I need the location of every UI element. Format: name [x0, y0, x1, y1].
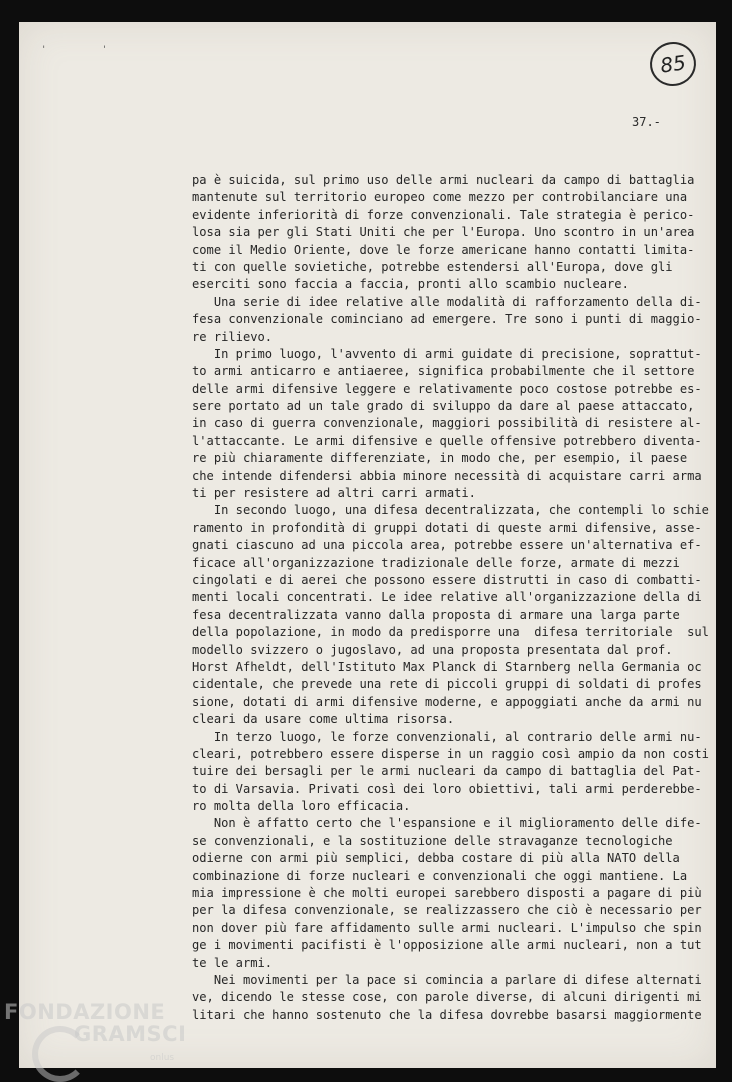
text-line: cingolati e di aerei che possono essere distrutti in caso di combatti-: [192, 572, 702, 587]
text-line: ficace all'organizzazione tradizionale delle forze, armate di mezzi: [192, 555, 680, 570]
text-line: l'attaccante. Le armi difensive e quelle offensive potrebbero diventa-: [192, 433, 702, 448]
text-line: re rilievo.: [192, 329, 273, 344]
text-line: litari che hanno sostenuto che la difesa dovrebbe basarsi maggiormente: [192, 1007, 702, 1022]
text-line: cleari, potrebbero essere disperse in un raggio così ampio da non costi: [192, 746, 709, 761]
text-line: cidentale, che prevede una rete di piccoli gruppi di soldati di profes: [192, 677, 702, 692]
fondazione-gramsci-watermark: [4, 1000, 187, 1063]
watermark-suffix: onlus: [150, 1053, 175, 1063]
text-line: ramento in profondità di gruppi dotati di queste armi difensive, asse-: [192, 520, 702, 535]
text-line: ve, dicendo le stesse cose, con parole diverse, di alcuni dirigenti mi: [192, 990, 702, 1005]
text-line: losa sia per gli Stati Uniti che per l'Europa. Uno scontro in un'area: [192, 225, 695, 240]
text-line: tuire dei bersagli per le armi nucleari da campo di battaglia del Pat-: [192, 764, 702, 779]
watermark-line-1: FONDAZIONE: [4, 1000, 166, 1024]
text-line: In primo luogo, l'avvento di armi guidate di precisione, soprattut-: [192, 346, 702, 361]
watermark-logo-icon: [32, 1026, 88, 1082]
text-line: ti con quelle sovietiche, potrebbe estendersi all'Europa, dove gli: [192, 259, 673, 274]
text-line: fesa convenzionale cominciano ad emergere. Tre sono i punti di maggio-: [192, 312, 702, 327]
document-page: [19, 22, 716, 1068]
text-line: evidente inferiorità di forze convenzionali. Tale strategia è perico-: [192, 207, 695, 222]
text-line: ti per resistere ad altri carri armati.: [192, 486, 476, 501]
text-line: non dover più fare affidamento sulle armi nucleari. L'impulso che spin: [192, 920, 702, 935]
text-line: della popolazione, in modo da predisporre una difesa territoriale sul: [192, 625, 709, 640]
text-line: ge i movimenti pacifisti è l'opposizione alle armi nucleari, non a tut: [192, 938, 702, 953]
text-line: Horst Afheldt, dell'Istituto Max Planck di Starnberg nella Germania oc: [192, 659, 702, 674]
text-line: combinazione di forze nucleari e convenzionali che oggi mantiene. La: [192, 868, 688, 883]
text-line: Non è affatto certo che l'espansione e il miglioramento delle dife-: [192, 816, 702, 831]
text-line: come il Medio Oriente, dove le forze americane hanno contatti limita-: [192, 242, 695, 257]
text-line: te le armi.: [192, 955, 273, 970]
text-line: mantenute sul territorio europeo come mezzo per controbilanciare una: [192, 190, 688, 205]
text-line: cleari da usare come ultima risorsa.: [192, 712, 455, 727]
text-line: re più chiaramente differenziate, in modo che, per esempio, il paese: [192, 451, 688, 466]
text-line: pa è suicida, sul primo uso delle armi nucleari da campo di battaglia: [192, 173, 695, 187]
text-line: to armi anticarro e antiaeree, significa probabilmente che il settore: [192, 364, 695, 379]
text-line: modello svizzero o jugoslavo, ad una proposta presentata dal prof.: [192, 642, 673, 657]
corner-marks: ' ': [41, 45, 133, 55]
watermark-line-2: GRAMSCI: [74, 1022, 187, 1046]
text-line: Una serie di idee relative alle modalità di rafforzamento della di-: [192, 294, 702, 309]
text-line: che intende difendersi abbia minore necessità di acquistare carri arma: [192, 468, 702, 483]
text-line: delle armi difensive leggere e relativamente poco costose potrebbe es-: [192, 381, 702, 396]
text-line: Nei movimenti per la pace si comincia a parlare di difese alternati: [192, 972, 702, 987]
text-line: fesa decentralizzata vanno dalla proposta di armare una larga parte: [192, 607, 680, 622]
text-line: ro molta della loro efficacia.: [192, 799, 411, 814]
text-line: in caso di guerra convenzionale, maggiori possibilità di resistere al-: [192, 416, 702, 431]
page-number: 37.-: [632, 115, 661, 129]
text-line: eserciti sono faccia a faccia, pronti allo scambio nucleare.: [192, 277, 629, 292]
text-line: sione, dotati di armi difensive moderne, e appoggiati anche da armi nu: [192, 694, 702, 709]
text-line: se convenzionali, e la sostituzione delle stravaganze tecnologiche: [192, 833, 673, 848]
text-line: gnati ciascuno ad una piccola area, potrebbe essere un'alternativa ef-: [192, 538, 702, 553]
text-line: to di Varsavia. Privati così dei loro obiettivi, tali armi perderebbe-: [192, 781, 702, 796]
body-text: [192, 172, 709, 1024]
text-line: In terzo luogo, le forze convenzionali, al contrario delle armi nu-: [192, 729, 702, 744]
text-line: sere portato ad un tale grado di sviluppo da dare al paese attaccato,: [192, 399, 695, 414]
text-line: In secondo luogo, una difesa decentralizzata, che contempli lo schie: [192, 503, 709, 518]
text-line: mia impressione è che molti europei sarebbero disposti a pagare di più: [192, 886, 702, 901]
text-line: odierne con armi più semplici, debba costare di più alla NATO della: [192, 851, 680, 866]
text-line: per la difesa convenzionale, se realizzassero che ciò è necessario per: [192, 903, 702, 918]
text-line: menti locali concentrati. Le idee relative all'organizzazione della di: [192, 590, 702, 605]
circled-page-annotation: 85: [647, 39, 699, 89]
